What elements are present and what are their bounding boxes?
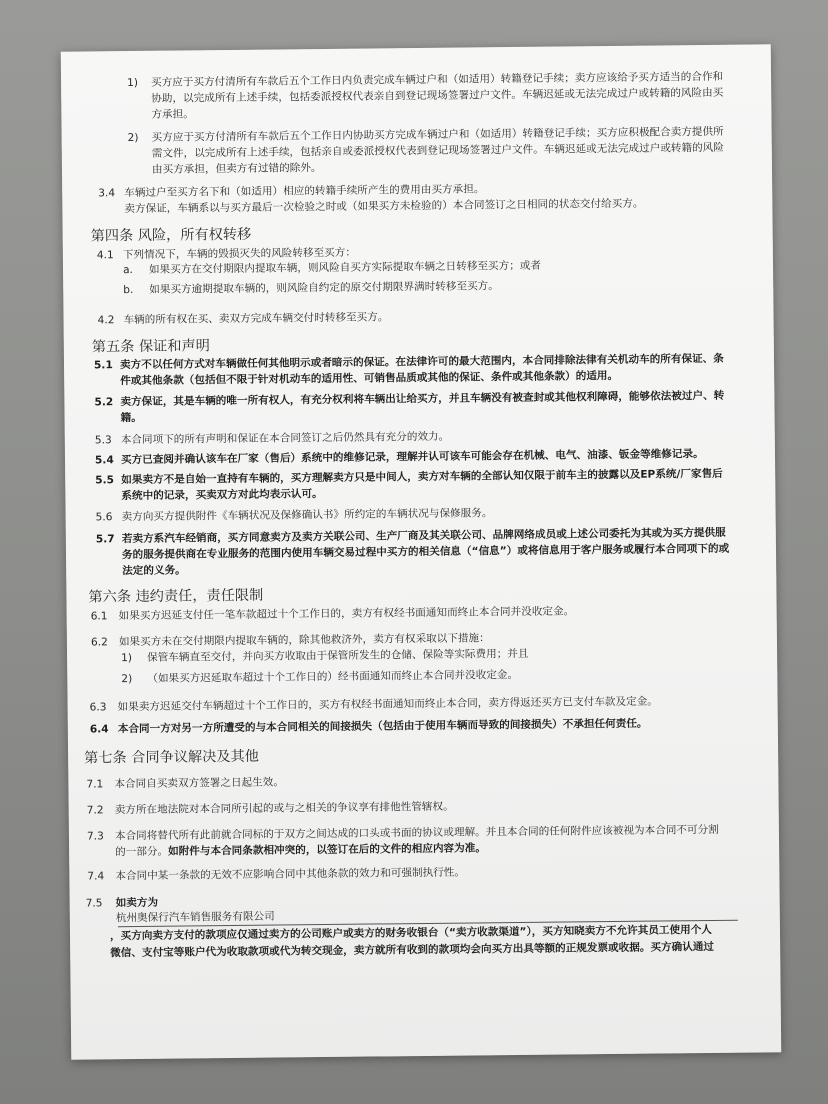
clause-number: 5.1: [93, 359, 113, 372]
clause-line: 系统中的记录，买卖双方对此均表示认可。: [121, 488, 323, 503]
clause-line: （如果买方迟延取车超过十个工作日的）经书面通知而终止本合同并没收定金。: [147, 668, 519, 685]
clause-fragment: 的一部分。: [115, 845, 169, 859]
clause-number: 5.3: [94, 434, 112, 447]
seller-company-name: 杭州奥保行汽车销售服务有限公司: [115, 910, 275, 925]
contract-page: [61, 44, 782, 1059]
clause-number: 2): [121, 673, 133, 686]
clause-line: 协助，以完成所有上述手续，包括委派授权代表亲自到登记现场签署过户文件。车辆迟延或无法完成过户或转籍的风险由买: [151, 86, 724, 105]
clause-number: 7.3: [86, 830, 104, 843]
clause-line: 务的服务提供商在专业服务的范围内使用车辆交易过程中买方的相关信息（“信息”）或将信息用于客户服务或履行本合同项下的或: [121, 542, 730, 562]
clause-line: 本合同自买卖双方签署之日起生效。: [114, 776, 284, 791]
clause-number: 6.4: [89, 723, 109, 736]
clause-line: 本合同项下的所有声明和保证在本合同签订之后仍然具有充分的效力。: [120, 430, 450, 447]
clause-line: 车辆过户至买方名下和（如适用）相应的转籍手续所产生的费用由买方承担。: [124, 183, 485, 200]
clause-number: 6.2: [90, 636, 108, 649]
clause-line: 如果买方未在交付期限内提取车辆的，除其他救济外，卖方有权采取以下措施：: [118, 632, 490, 649]
clause-line: 下列情况下，车辆的毁损灭失的风险转移至买方：: [122, 246, 356, 262]
clause-number: 6.3: [89, 701, 107, 714]
clause-line: 如果卖方不是自始一直持有车辆的，买方理解卖方只是中间人，卖方对车辆的全部认知仅限于前车主的披露以及EP系统/厂家售后: [121, 467, 723, 487]
clause-number: 1): [127, 76, 139, 90]
clause-line: 方承担。: [151, 108, 194, 121]
article-heading: 第五条 保证和声明: [91, 338, 210, 356]
article-heading: 第四条 风险，所有权转移: [90, 226, 252, 245]
clause-line: 由买方承担，但卖方有过错的除外。: [151, 162, 322, 176]
clause-line: 如果买方在交付期限内提取车辆，则风险自买方实际提取车辆之日转移至买方；或者: [148, 259, 542, 276]
clause-number: b.: [123, 283, 134, 297]
clause-line: 籍。: [120, 411, 142, 425]
clause-line: 法定的义务。: [122, 564, 186, 578]
clause-line: 如果卖方迟延交付车辆超过十个工作日的，买方有权经书面通知而终止本合同，卖方得返还买方已支付车款及定金。: [117, 695, 658, 714]
clause-number: 5.7: [95, 533, 115, 546]
clause-line: 卖方不以任何方式对车辆做任何其他明示或者暗示的保证。在法律许可的最大范围内，本合同排除法律有关机动车的所有保证、条: [119, 352, 724, 372]
clause-line: 保管车辆直至交付，并向买方收取由于保管所发生的仓储、保险等实际费用；并且: [147, 647, 529, 664]
clause-line: 车辆的所有权在买、卖双方完成车辆交付时转移至买方。: [123, 311, 389, 327]
clause-number: 5.2: [94, 396, 114, 409]
clause-line: 卖方保证，其是车辆的唯一所有权人，有充分权利将车辆出让给买方，并且车辆没有被查封或其他权利障碍，能够依法被过户、转: [120, 389, 725, 409]
clause-line: 本合同将替代所有此前就合同标的于双方之间达成的口头或书面的协议或理解。并且本合同的任何附件应该被视为本合同不可分割: [114, 823, 719, 843]
clause-line: 件或其他条款（包括但不限于针对机动车的适用性、可销售品质或其他的保证、条件或其他条款）的适用。: [120, 369, 619, 388]
clause-fragment-bold: 如附件与本合同条款相冲突的，以签订在后的文件的相应内容为准。: [168, 842, 486, 858]
clause-title: 如卖方为: [115, 896, 159, 910]
clause-number: 7.2: [86, 804, 104, 817]
clause-line: 买方已查阅并确认该车在厂家（售后）系统中的维修记录，理解并认可该车可能会存在机械、电气、油漆、钣金等维修记录。: [120, 448, 704, 467]
clause-number: 6.1: [90, 610, 108, 623]
clause-number: 1): [121, 652, 133, 665]
clause-number: 5.4: [94, 454, 114, 467]
clause-number: 7.4: [87, 870, 105, 883]
clause-number: 7.1: [86, 778, 104, 791]
clause-number: 7.5: [85, 897, 103, 910]
clause-number: 5.6: [95, 511, 113, 524]
article-heading: 第六条 违约责任，责任限制: [88, 587, 264, 606]
clause-line: 需文件，以完成所有上述手续，包括亲自或委派授权代表到登记现场签署过户文件。车辆迟延或无法完成过户或转籍的风险: [151, 141, 724, 160]
clause-number: 2): [127, 131, 139, 145]
clause-number: 4.1: [96, 249, 114, 262]
clause-line: ，买方向卖方支付的款项应仅通过卖方的公司账户或卖方的财务收银台（“卖方收款渠道”），买方知晓卖方不允许其员工使用个人: [109, 923, 712, 943]
clause-number: 3.4: [98, 187, 116, 200]
clause-line: 买方应于买方付清所有车款后五个工作日内协助买方完成车辆过户和（如适用）转籍登记手续；买方应积极配合卖方提供所: [151, 125, 724, 144]
clause-line: 卖方向买方提供附件《车辆状况及保修确认书》所约定的车辆状况与保修服务。: [121, 507, 493, 524]
clause-line: 如果买方迟延支付任一笔车款超过十个工作日的，卖方有权经书面通知而终止本合同并没收定金。: [118, 605, 575, 623]
clause-line: 本合同中某一条款的无效不应影响合同中其他条款的效力和可强制执行性。: [115, 866, 466, 883]
clause-number: 4.2: [97, 314, 115, 327]
clause-number: a.: [122, 264, 133, 277]
clause-line: 卖方保证，车辆系以与买方最后一次检验之时或（如果买方未检验的）本合同签订之日相同的状态交付给买方。: [124, 197, 644, 216]
clause-number: 5.5: [95, 474, 115, 487]
clause-line: 本合同一方对另一方所遭受的与本合同相关的间接损失（包括由于使用车辆而导致的间接损失）不承担任何责任。: [117, 717, 648, 736]
clause-line: 如果买方逾期提取车辆的，则风险自约定的原交付期限界满时转移至买方。: [149, 280, 499, 296]
article-heading: 第七条 合同争议解决及其他: [84, 748, 259, 767]
clause-line: 买方应于买方付清所有车款后五个工作日内负责完成车辆过户和（如适用）转籍登记手续；卖方应该给予买方适当的合作和: [151, 70, 724, 89]
clause-line: 微信、支付宝等账户代为收取款项或代为转交现金，卖方就所有收到的款项均会向买方出具等额的正规发票或收据。买方确认通过: [110, 940, 715, 960]
clause-line: [115, 841, 486, 860]
clause-line: 卖方所在地法院对本合同所引起的或与之相关的争议享有排他性管辖权。: [114, 800, 454, 817]
clause-line: 若卖方系汽车经销商，买方同意卖方及卖方关联公司、生产厂商及其关联公司、品牌网络成员或上述公司委托为其或为买方提供服: [121, 526, 726, 546]
